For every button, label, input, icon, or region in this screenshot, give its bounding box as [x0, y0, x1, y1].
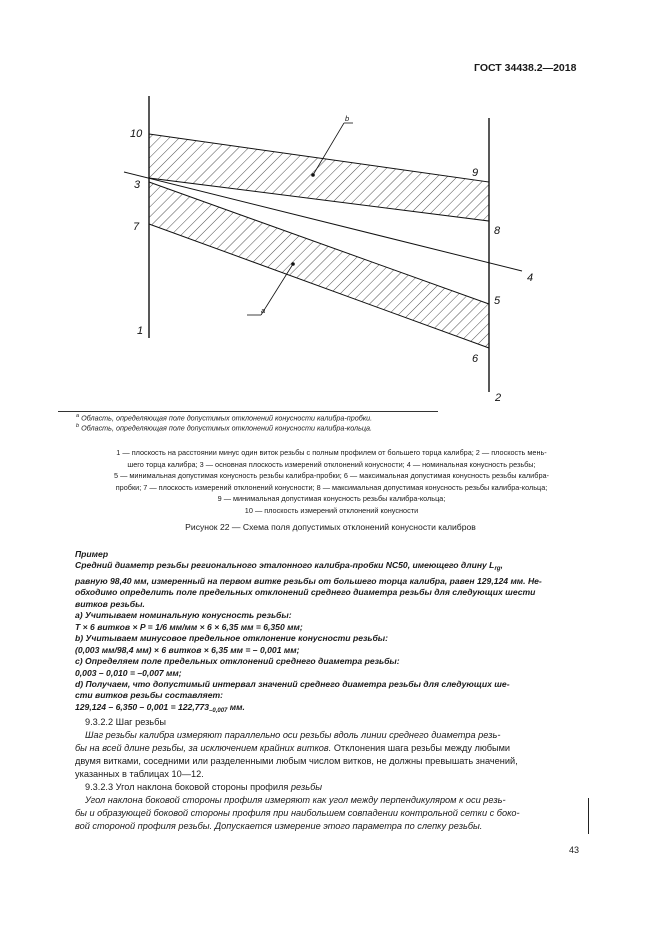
label-5: 5 — [494, 295, 501, 307]
tolerance-field-diagram — [0, 0, 661, 423]
figure-legend: 1 — плоскость на расстоянии минус один виток резьбы с полным профилем от большего торца калибра; 2 — плоскость мень- шего торца калибра; 3 — основная плоскость измерений отклонений конусности; 4 — номинальная конусность резьбы; 5 — минимальная допустимая конусность резьбы калибра-пробки; 6 — максимальная допустимая конусность резьбы калибра- пробки; 7 — плоскость измерений отклонений конусности; 8 — максимальная допустимая конусность резьбы калибра-кольца; 9 — минимальная допустимая конусность резьбы калибра-кольца; 10 — плоскость измерений отклонений конусности — [114, 448, 549, 515]
footnote-divider — [58, 411, 438, 412]
change-bar — [588, 798, 589, 834]
leader-a-dot — [291, 262, 295, 266]
standard-header: ГОСТ 34438.2—2018 — [474, 62, 577, 74]
example-title: Пример — [75, 549, 109, 559]
footnote-a: $^a$ Область, определяющая поле допустимых отклонений конусности калибра-пробки. — [76, 413, 373, 423]
label-1: 1 — [137, 325, 144, 337]
label-a: a — [261, 306, 266, 315]
label-6: 6 — [472, 353, 479, 365]
example-block: Пример Средний диаметр резьбы регионального эталонного калибра-пробки NC50, имеющего длину $L_{rg}$, равную 98,40 мм, измеренный на первом витке резьбы от большего торца калибра, равен 129,124 мм. Не- обходимо определить поле предельных отклонений среднего диаметра резьбы для следующих шести витков резьбы. а) Учитываем номинальную конусность резьбы: T × 6 витков × P = 1/6 мм/мм × 6 × 6,35 мм = 6,350 мм; b) Учитываем минусовое предельное отклонение конусности резьбы: (0,003 мм/98,4 мм) × 6 витков × 6,35 мм = – 0,001 мм; c) Определяем поле предельных отклонений среднего диаметра резьбы: 0,003 – 0,010 = –0,007 мм; d) Получаем, что допустимый интервал значений среднего диаметра резьбы для следующих ше- сти витков резьбы составляет: $129,124 - 6,350 - 0,001 = 122,773_{-0,007}$ мм. — [75, 549, 583, 717]
label-3: 3 — [134, 179, 141, 191]
label-7: 7 — [133, 221, 140, 233]
label-8: 8 — [494, 225, 501, 237]
leader-a — [261, 264, 293, 315]
section-heading-pitch: 9.3.2.2 Шаг резьбы — [85, 717, 166, 727]
label-2: 2 — [495, 392, 502, 404]
section-thread-pitch: 9.3.2.2 Шаг резьбы Шаг резьбы калибра измеряют параллельно оси резьбы вдоль линии среднего диаметра резь- бы на всей длине резьбы, за исключением крайних витков. Отклонения шага резьбы между любыми двумя витками, соседними или разделенными любым числом витков, не должны превышать значений, указанных в таблицах 10—12. — [75, 716, 583, 781]
label-10: 10 — [130, 128, 143, 140]
footnote-b: $^b$ Область, определяющая поле допустимых отклонений конусности калибра-кольца. — [76, 423, 373, 433]
section-heading-angle: 9.3.2.3 Угол наклона боковой стороны профиля резьбы — [85, 782, 323, 792]
section-flank-angle: 9.3.2.3 Угол наклона боковой стороны профиля резьбы Угол наклона боковой стороны профиля измеряют как угол между перпендикуляром к оси резь- бы и образующей боковой стороны профиля при наибольшем совпадении контрольной сетки с боко- вой стороной профиля резьбы. Допускается измерение этого параметра по слепку резьбы. — [75, 781, 583, 833]
label-9: 9 — [472, 167, 479, 179]
label-b: b — [345, 114, 350, 123]
label-4: 4 — [527, 272, 534, 284]
leader-b-dot — [311, 173, 315, 177]
figure-caption: Рисунок 22 — Схема поля допустимых отклонений конусности калибров — [185, 522, 476, 532]
page-number: 43 — [569, 845, 580, 855]
